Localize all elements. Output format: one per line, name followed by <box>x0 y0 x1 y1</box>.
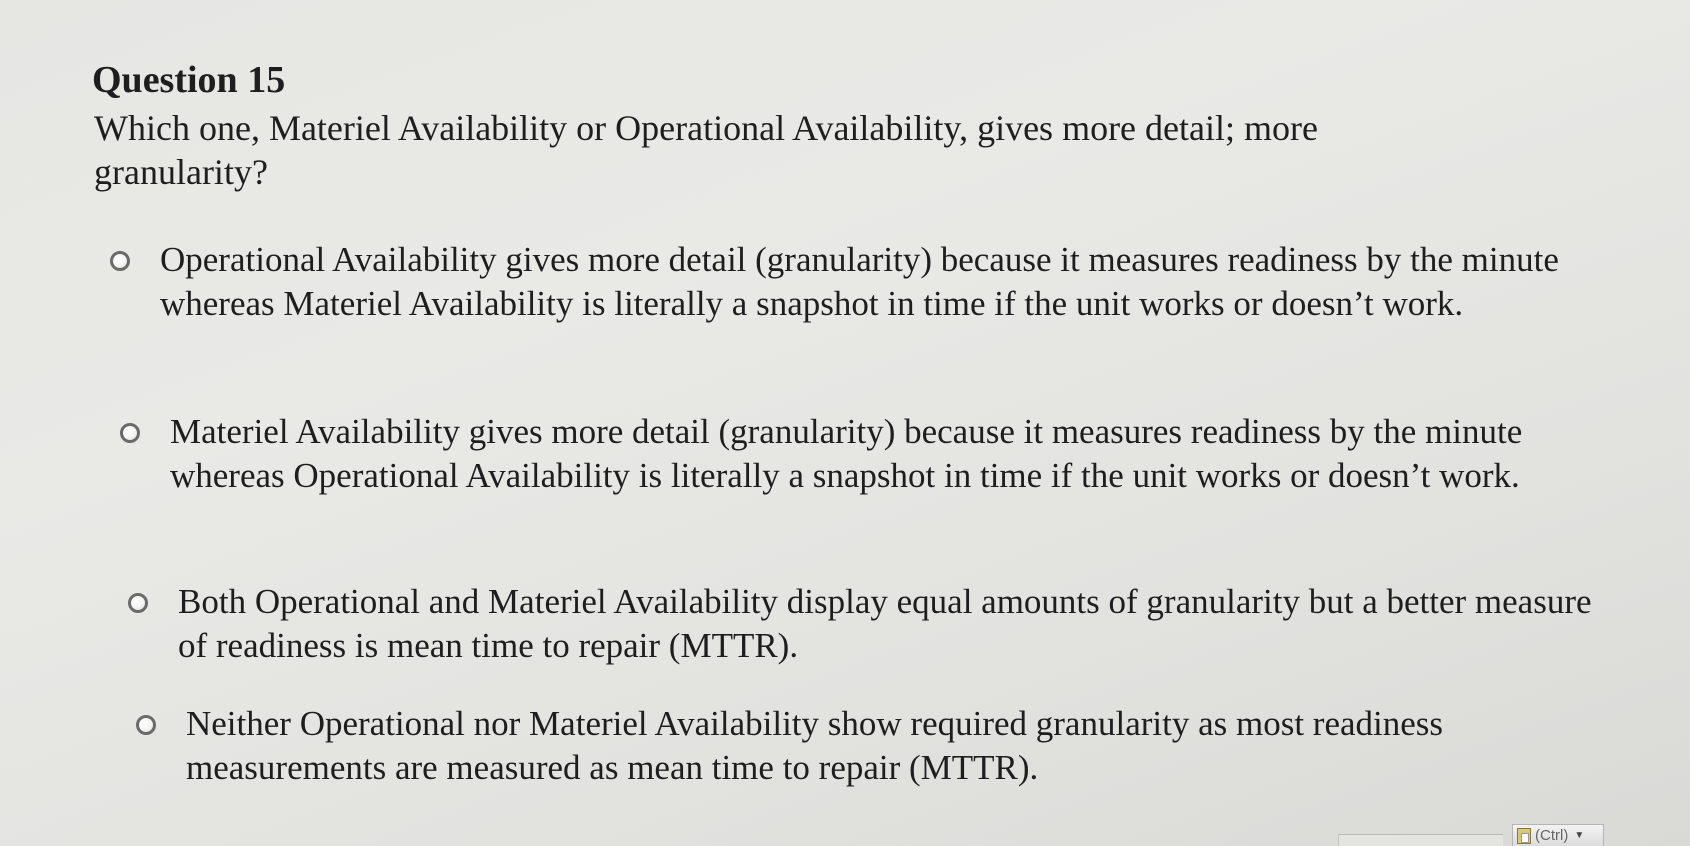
question-text: Which one, Materiel Availability or Operational Availability, gives more detail; more granularity? <box>94 108 1318 192</box>
bottom-divider <box>1338 834 1503 846</box>
question-block <box>92 56 1612 194</box>
answer-option-2[interactable] <box>120 410 1590 498</box>
paste-options-label: (Ctrl) <box>1535 827 1569 844</box>
radio-button-icon[interactable] <box>136 715 156 735</box>
chevron-down-icon: ▼ <box>1574 830 1585 841</box>
paste-options-button[interactable] <box>1512 824 1604 846</box>
radio-button-icon[interactable] <box>110 251 130 271</box>
answer-option-3[interactable] <box>128 580 1598 668</box>
answer-option-label[interactable]: Operational Availability gives more detail (granularity) because it measures readiness by the minute whereas Materiel Availability is literally a snapshot in time if the unit works or doesn’t work. <box>160 240 1559 323</box>
radio-button-icon[interactable] <box>128 593 148 613</box>
answer-option-label[interactable]: Both Operational and Materiel Availability display equal amounts of granularity but a better measure of readiness is mean time to repair (MTTR). <box>178 582 1592 665</box>
answer-option-label[interactable]: Neither Operational nor Materiel Availability show required granularity as most readiness measurements are measured as mean time to repair (MTTR). <box>186 704 1444 787</box>
clipboard-icon <box>1517 828 1531 844</box>
answer-option-label[interactable]: Materiel Availability gives more detail (granularity) because it measures readiness by the minute whereas Operational Availability is literally a snapshot in time if the unit works or doesn’t work. <box>170 412 1523 495</box>
question-title: Question 15 <box>92 59 286 101</box>
answer-option-1[interactable] <box>110 238 1600 326</box>
answer-option-4[interactable] <box>136 702 1586 790</box>
radio-button-icon[interactable] <box>120 423 140 443</box>
